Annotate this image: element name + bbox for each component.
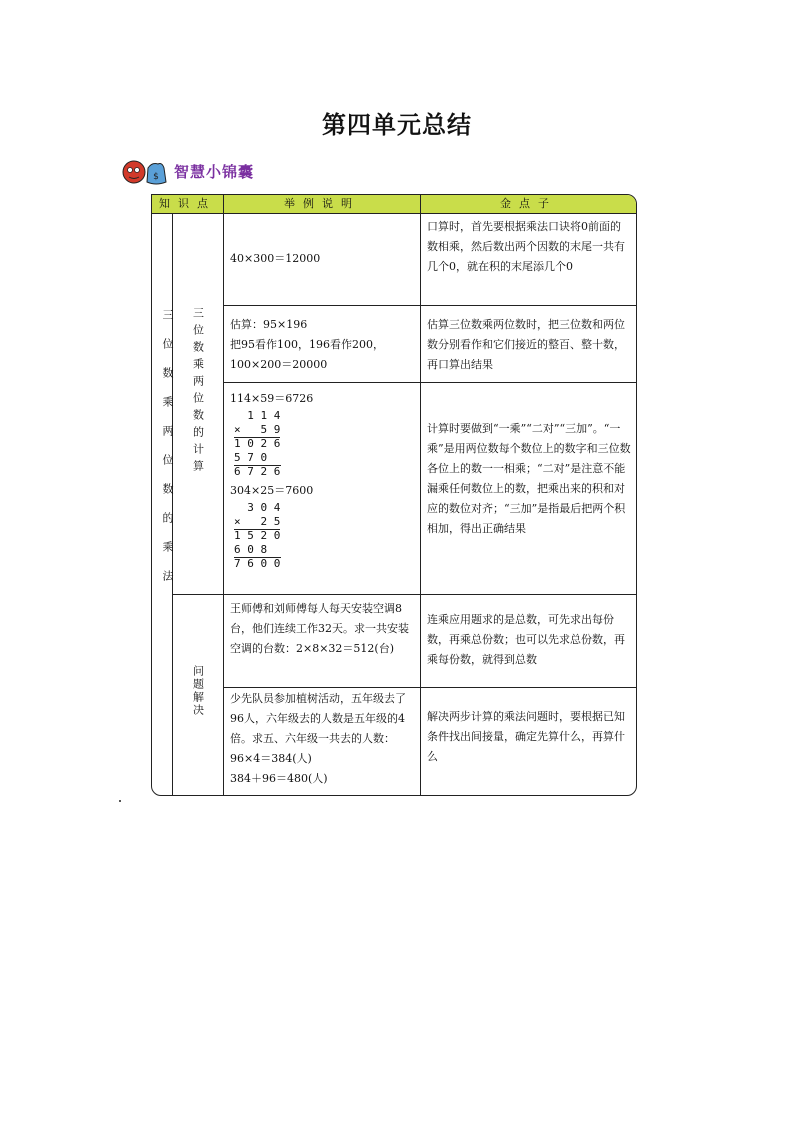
vertical-calc-1: 1 1 4 × 5 9 1 0 2 6 5 7 0 6 7 2 6 (234, 409, 281, 478)
header-knowledge-point: 知识点 (152, 195, 223, 214)
row1-tip: 口算时，首先要根据乘法口诀将0前面的数相乘，然后数出两个因数的末尾一共有几个0，就在积的末尾添几个0 (427, 220, 625, 273)
row2-example: 估算：95×196 把95看作100，196看作200， 100×200＝20000 (230, 318, 384, 371)
section-header (120, 156, 254, 186)
row5-example: 少先队员参加植树活动，五年级去了96人，六年级去的人数是五年级的4倍。求五、六年级一共去的人数：96×4＝384(人) 384＋96＝480(人) (230, 692, 406, 785)
header-tip: 金点子 (421, 195, 636, 214)
row5-tip: 解决两步计算的乘法问题时，要根据已知条件找出间接量，确定先算什么，再算什么 (427, 710, 625, 763)
topic-vertical-label (152, 309, 172, 599)
row3-example: 114×59＝6726 1 1 4 × 5 9 1 0 2 6 5 7 0 6 7 2 6 304×25＝7600 3 0 4 × 2 5 1 5 2 0 6 0 8 7 6 0 0 (224, 389, 420, 571)
row1-example: 40×300＝12000 (230, 252, 321, 265)
page-title: 第四单元总结 (322, 111, 472, 139)
subtopic-calculation: 三位数乘两位数的计算 (191, 307, 205, 477)
vertical-calc-2: 3 0 4 × 2 5 1 5 2 0 6 0 8 7 6 0 0 (234, 501, 281, 570)
row3-tip: 计算时要做到“一乘”“二对”“三加”。“一乘”是用两位数每个数位上的数字和三位数各位上的数一一相乘；“二对”是注意不能漏乘任何数位上的数，把乘出来的积和对应的数位对齐；“三加”是指最后把两个积相加，得出正确结果 (427, 422, 631, 535)
row2-tip: 估算三位数乘两位数时，把三位数和两位数分别看作和它们接近的整百、整十数，再口算出结果 (427, 318, 625, 371)
stray-dot (119, 800, 121, 802)
section-label: 智慧小锦囊 (174, 162, 255, 181)
row4-tip: 连乘应用题求的是总数，可先求出每份数，再乘总份数；也可以先求总份数，再乘每份数，就得到总数 (427, 613, 625, 666)
subtopic-problem-solving: 问题解决 (191, 665, 205, 717)
header-example: 举例说明 (224, 195, 420, 214)
summary-table (151, 194, 637, 796)
mascot-icon (120, 156, 168, 186)
row4-example: 王师傅和刘师傅每人每天安装空调8台，他们连续工作32天。求一共安装空调的台数：2×8×32＝512(台) (230, 602, 409, 655)
svg-text:$: $ (153, 172, 159, 182)
topic-text: 三位数乘两位数的乘法 (161, 309, 174, 599)
